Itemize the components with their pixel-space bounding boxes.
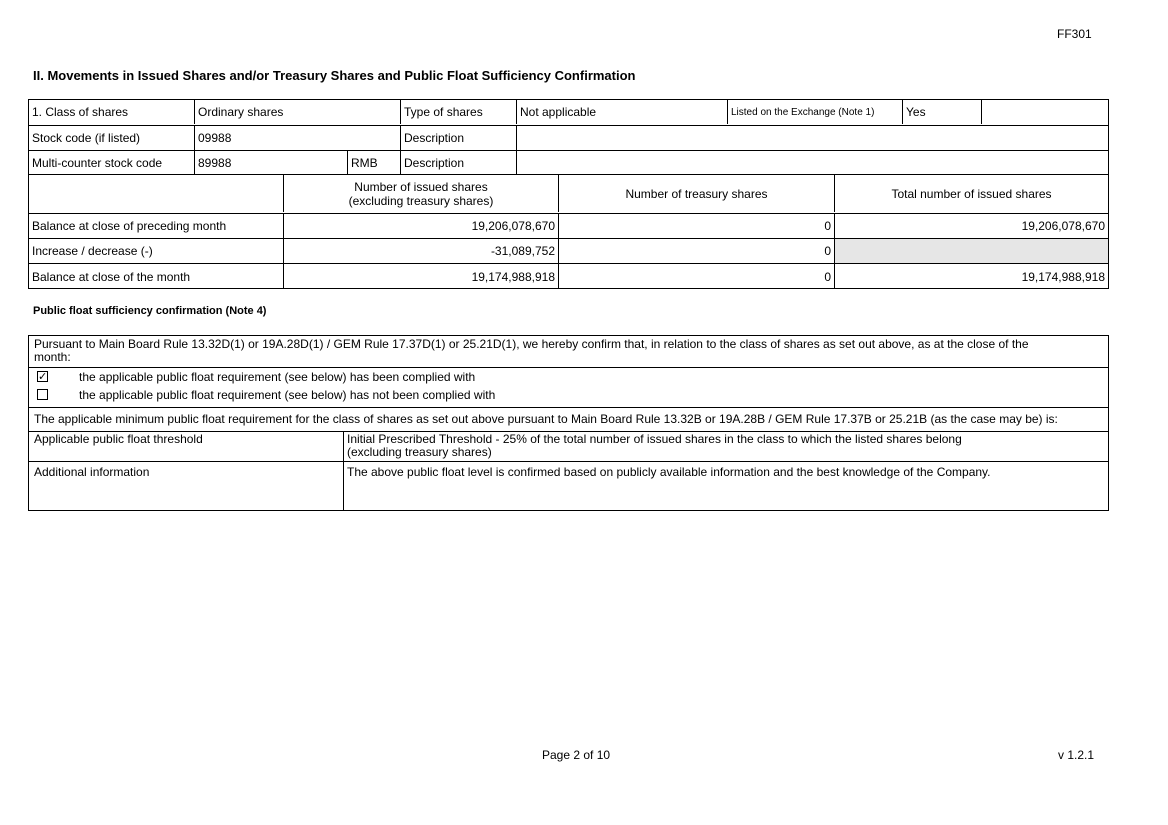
form-code: FF301 <box>1057 27 1092 41</box>
listed-label: Listed on the Exchange (Note 1) <box>727 100 902 124</box>
header-issued-line2: (excluding treasury shares) <box>348 193 494 208</box>
complied-checkbox[interactable]: ✓ <box>38 371 48 383</box>
header-treasury: Number of treasury shares <box>558 175 834 212</box>
multi-counter-label: Multi-counter stock code <box>32 156 163 170</box>
not-complied-checkbox[interactable] <box>37 389 48 400</box>
additional-value: The above public float level is confirmed based on publicly available information and the best knowledge of the Company. <box>347 465 991 479</box>
row-issued: 19,174,988,918 <box>283 264 558 289</box>
pursuant-line1: Pursuant to Main Board Rule 13.32D(1) or 19A.28D(1) / GEM Rule 17.37D(1) or 25.21D(1), we hereby confirm that, in relation to the class of shares as set out above, as at the close of the <box>34 337 1029 351</box>
additional-label: Additional information <box>34 465 150 479</box>
section-title: II. Movements in Issued Shares and/or Treasury Shares and Public Float Sufficiency Confirmation <box>33 68 636 83</box>
listed-value: Yes <box>902 100 981 124</box>
description-label-2: Description <box>400 151 516 175</box>
threshold-line1: Initial Prescribed Threshold - 25% of the total number of issued shares in the class to which the listed shares belong <box>347 432 962 446</box>
threshold-line2: (excluding treasury shares) <box>347 445 492 459</box>
header-issued-line1: Number of issued shares <box>354 179 488 194</box>
class-label: 1. Class of shares <box>32 105 129 119</box>
movement-table <box>28 174 1109 289</box>
type-label: Type of shares <box>400 100 516 124</box>
movement-header-row <box>29 175 1108 213</box>
stock-code-label: Stock code (if listed) <box>32 131 141 145</box>
listed-extra <box>981 100 1108 124</box>
header-blank <box>29 175 283 212</box>
requirement-divider <box>29 407 1108 408</box>
row-label: Increase / decrease (-) <box>32 244 153 258</box>
row-issued: -31,089,752 <box>283 239 558 263</box>
page-number: Page 2 of 10 <box>542 748 611 762</box>
version: v 1.2.1 <box>1058 748 1095 762</box>
row-treasury: 0 <box>558 239 834 263</box>
complied-label: the applicable public float requirement (see below) has been complied with <box>79 370 476 384</box>
header-issued <box>283 175 558 212</box>
options-divider <box>29 367 1108 368</box>
class-row <box>29 100 1108 125</box>
row-label: Balance at close of the month <box>32 269 191 284</box>
column-divider <box>343 431 344 511</box>
row-total <box>834 239 1108 263</box>
description-value-2 <box>516 151 1108 175</box>
class-value: Ordinary shares <box>194 100 400 124</box>
public-float-box <box>28 335 1109 511</box>
threshold-label: Applicable public float threshold <box>34 432 203 446</box>
not-complied-label: the applicable public float requirement (see below) has not been complied with <box>79 388 496 402</box>
multi-counter-row <box>29 150 1108 175</box>
row-treasury: 0 <box>558 264 834 289</box>
pursuant-line2: month: <box>34 350 71 364</box>
public-float-heading: Public float sufficiency confirmation (Note 4) <box>33 305 267 317</box>
header-total: Total number of issued shares <box>834 175 1108 212</box>
row-total: 19,206,078,670 <box>834 214 1108 238</box>
row-total: 19,174,988,918 <box>834 264 1108 289</box>
row-label: Balance at close of preceding month <box>32 219 227 233</box>
description-label: Description <box>400 126 516 150</box>
table-row <box>29 238 1108 263</box>
additional-divider <box>29 461 1108 462</box>
share-info-table <box>28 99 1109 175</box>
stock-code-row <box>29 125 1108 150</box>
type-value: Not applicable <box>516 100 727 124</box>
stock-code-value: 09988 <box>194 126 400 150</box>
row-treasury: 0 <box>558 214 834 238</box>
multi-counter-value: 89988 <box>194 151 347 175</box>
description-value <box>516 126 1108 150</box>
currency-value: RMB <box>347 151 400 175</box>
table-row <box>29 213 1108 238</box>
requirement-text: The applicable minimum public float requirement for the class of shares as set out above pursuant to Main Board Rule 13.32B or 19A.28B / GEM Rule 17.37B or 25.21B (as the case may be) is: <box>34 412 1058 426</box>
table-row <box>29 263 1108 288</box>
row-issued: 19,206,078,670 <box>283 214 558 238</box>
